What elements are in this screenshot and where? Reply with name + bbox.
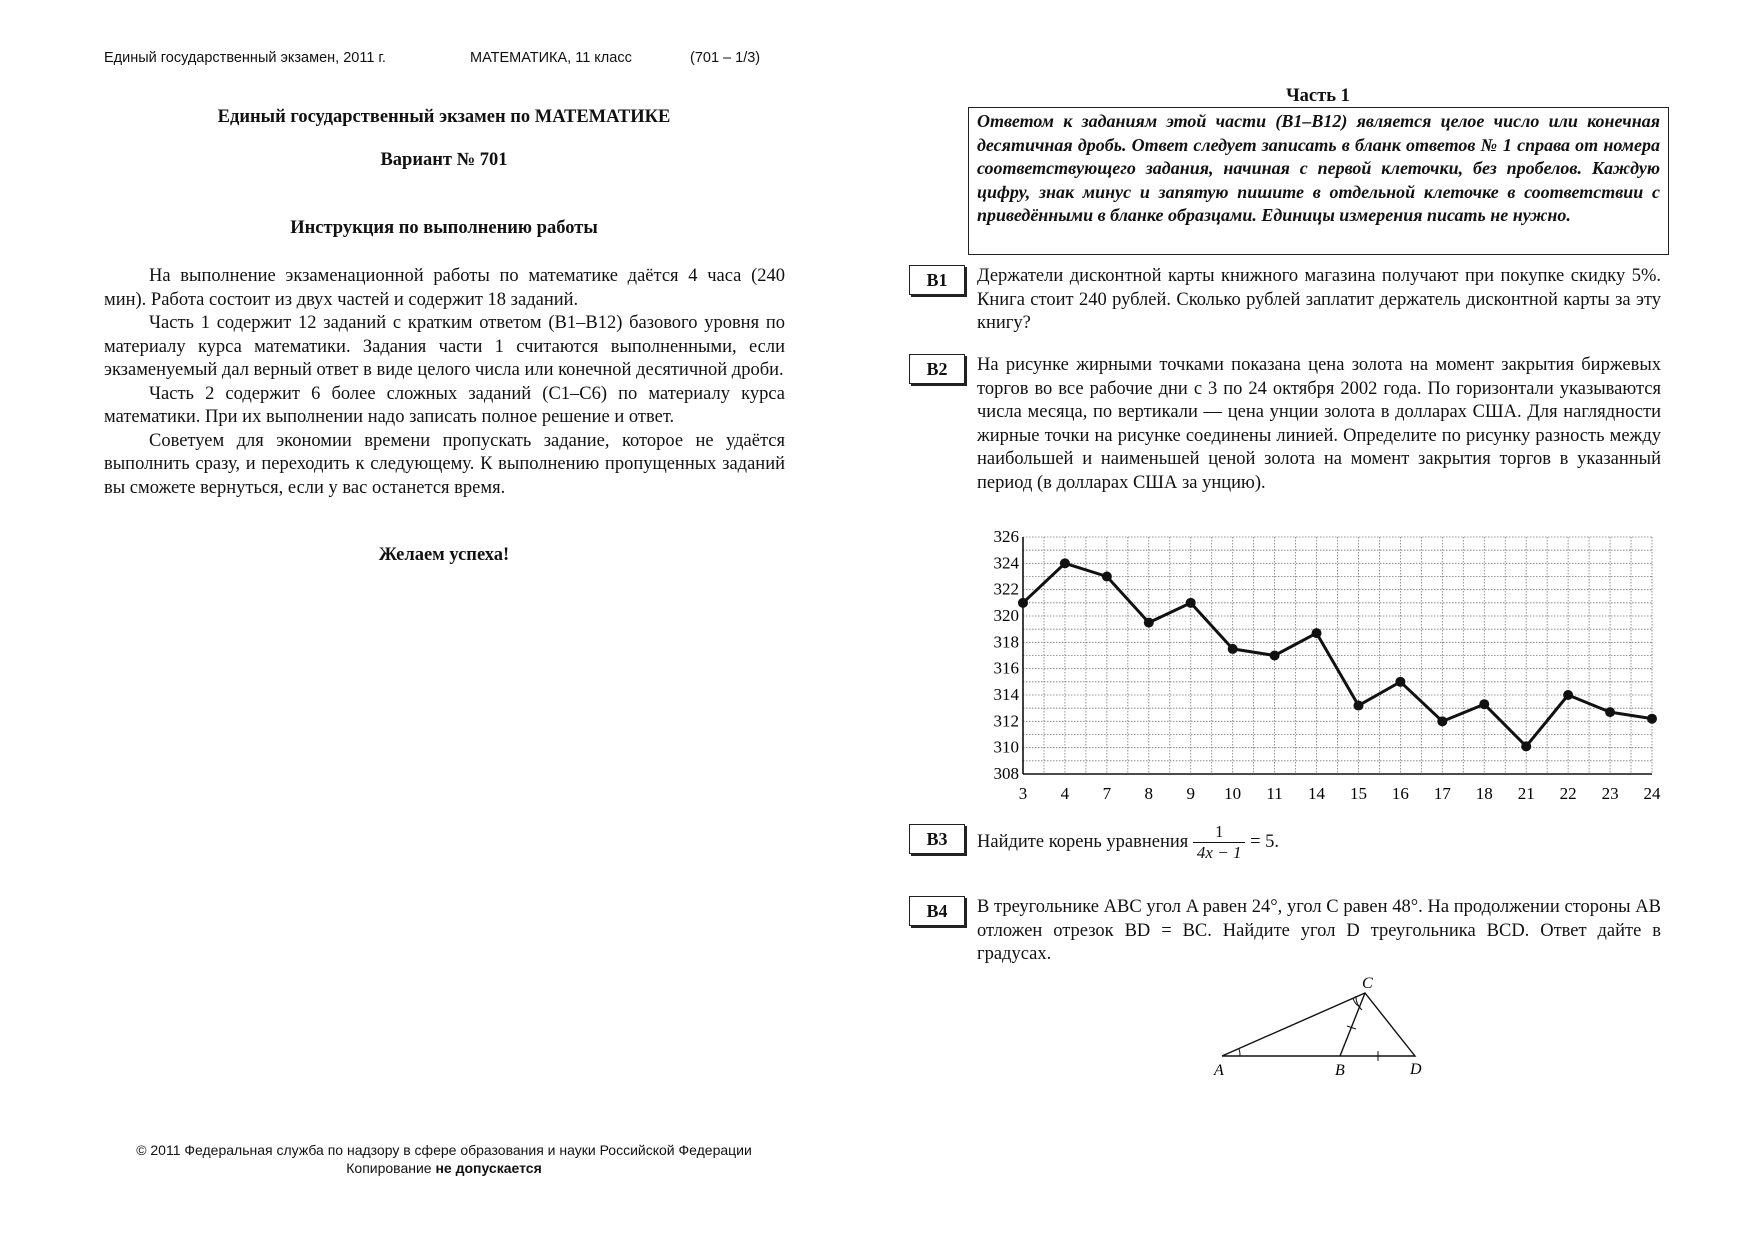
data-point: [1563, 690, 1573, 700]
part-instruction-box: Ответом к заданиям этой части (B1–B12) является целое число или конечная десятичная дробь. Ответ следует записать в бланк ответов № 1 справа от номера соответствующего задания, начиная с первой клеточки, без пробелов. Каждую цифру, знак минус и запятую пишите в отдельной клеточке в соответствии с приведёнными в бланке образцами. Единицы измерения писать не нужно.: [968, 107, 1669, 255]
data-point: [1437, 716, 1447, 726]
data-point: [1270, 651, 1280, 661]
y-tick-label: 322: [993, 579, 1019, 599]
x-tick-label: 15: [1349, 784, 1367, 803]
fraction-numerator: 1: [1193, 822, 1246, 843]
exam-title: Единый государственный экзамен по МАТЕМАТИКЕ: [217, 107, 671, 127]
data-point: [1395, 677, 1405, 687]
equation-tail: = 5.: [1250, 831, 1280, 852]
data-point: [1102, 572, 1112, 582]
y-tick-label: 318: [993, 632, 1019, 652]
y-tick-label: 326: [993, 527, 1019, 546]
data-point: [1186, 598, 1196, 608]
footer-copy-notice: [104, 1159, 784, 1177]
footer-copy-bold: не допускается: [435, 1160, 542, 1176]
data-point: [1018, 598, 1028, 608]
y-tick-label: 312: [993, 711, 1019, 731]
task-text-b4: В треугольнике ABC угол A равен 24°, угол C равен 48°. На продолжении стороны AB отложен отрезок BD = BC. Найдите угол D треугольника BCD. Ответ дайте в градусах.: [977, 897, 1661, 964]
task-label-b4: B4: [909, 896, 965, 926]
chart-x-ticks: [1019, 784, 1661, 803]
task-text-b1: Держатели дисконтной карты книжного магазина получают при покупке скидку 5%. Книга стоит 240 рублей. Сколько рублей заплатит держатель дисконтной карты за эту книгу?: [977, 266, 1661, 333]
x-tick-label: 22: [1559, 784, 1577, 803]
instruction-body: [104, 265, 785, 500]
footer: [104, 1141, 784, 1177]
instruction-paragraph: Часть 1 содержит 12 заданий с кратким ответом (B1–B12) базового уровня по материалу курса математики. Задания части 1 считаются выполненными, если экзаменуемый дал верный ответ в виде целого числа или конечной десятичной дроби.: [104, 313, 785, 380]
chart-grid: [1023, 537, 1652, 774]
fraction-denominator: 4x − 1: [1196, 843, 1242, 862]
triangle-outline: [1222, 993, 1415, 1056]
x-tick-label: 3: [1018, 784, 1028, 803]
footer-copy-prefix: Копирование: [346, 1160, 436, 1176]
task-label-b2: B2: [909, 354, 965, 384]
x-tick-label: 4: [1060, 784, 1070, 803]
y-tick-label: 324: [993, 553, 1019, 573]
data-point: [1353, 701, 1363, 711]
task-text-b2: На рисунке жирными точками показана цена золота на момент закрытия биржевых торгов во все рабочие дни с 3 по 24 октября 2002 года. По горизонтали указываются числа месяца, по вертикали — цена унции золота в долларах США. Для наглядности жирные точки на рисунке соединены линией. Определите по рисунку разность между наибольшей и наименьшей ценой золота на момент закрытия торгов в указанный период (в долларах США за унцию).: [977, 355, 1661, 493]
footer-copyright: © 2011 Федеральная служба по надзору в сфере образования и науки Российской Федерации: [136, 1142, 752, 1158]
task-b3-text: Найдите корень уравнения: [977, 831, 1189, 852]
data-point: [1228, 644, 1238, 654]
x-tick-label: 16: [1391, 784, 1409, 803]
data-point: [1144, 618, 1154, 628]
x-tick-label: 11: [1266, 784, 1283, 803]
data-point: [1521, 741, 1531, 751]
instruction-paragraph: На выполнение экзаменационной работы по математике даётся 4 часа (240 мин). Работа состоит из двух частей и содержит 18 заданий.: [104, 266, 785, 310]
vertex-c-label: C: [1362, 975, 1373, 992]
header-left: Единый государственный экзамен, 2011 г.: [104, 50, 386, 66]
triangle-figure: [1210, 968, 1430, 1078]
y-tick-label: 320: [993, 606, 1019, 625]
vertex-a-label: A: [1214, 1062, 1224, 1078]
header-center: МАТЕМАТИКА, 11 класс: [470, 50, 632, 66]
equation-fraction: [1193, 822, 1246, 863]
task-label-b3: B3: [909, 824, 965, 854]
chart-y-ticks: [994, 527, 1020, 783]
wish-text: Желаем успеха!: [378, 545, 510, 565]
data-point: [1647, 714, 1657, 724]
vertex-d-label: D: [1410, 1061, 1422, 1078]
x-tick-label: 14: [1308, 784, 1326, 803]
y-tick-label: 310: [993, 737, 1019, 757]
header-right: (701 – 1/3): [690, 50, 761, 66]
data-point: [1605, 707, 1615, 717]
data-point: [1479, 699, 1489, 709]
gold-price-chart: [960, 520, 1680, 810]
x-tick-label: 10: [1224, 784, 1242, 803]
y-tick-label: 314: [993, 685, 1019, 704]
x-tick-label: 18: [1475, 784, 1493, 803]
data-point: [1312, 628, 1322, 638]
instruction-paragraph: Советуем для экономии времени пропускать задание, которое не удаётся выполнить сразу, и переходить к следующему. К выполнению пропущенных заданий вы сможете вернуться, если у вас останется время.: [104, 430, 785, 498]
data-point: [1060, 558, 1070, 568]
x-tick-label: 24: [1643, 784, 1661, 803]
instruction-paragraph: Часть 2 содержит 6 более сложных заданий (C1–C6) по материалу курса математики. При их выполнении надо записать полное решение и ответ.: [104, 383, 785, 427]
y-tick-label: 308: [993, 764, 1019, 783]
x-tick-label: 7: [1102, 784, 1112, 803]
x-tick-label: 17: [1433, 784, 1451, 803]
x-tick-label: 21: [1517, 784, 1535, 803]
task-text-b3: [977, 822, 1661, 863]
y-tick-label: 316: [993, 658, 1019, 678]
x-tick-label: 23: [1601, 784, 1619, 803]
variant-number: Вариант № 701: [380, 150, 508, 170]
x-tick-label: 9: [1186, 784, 1195, 803]
part-title: Часть 1: [1286, 86, 1350, 106]
task-label-b1: B1: [909, 265, 965, 295]
instruction-title: Инструкция по выполнению работы: [290, 218, 598, 238]
vertex-b-label: B: [1335, 1062, 1345, 1078]
angle-a-mark: [1239, 1049, 1240, 1056]
x-tick-label: 8: [1144, 784, 1154, 803]
